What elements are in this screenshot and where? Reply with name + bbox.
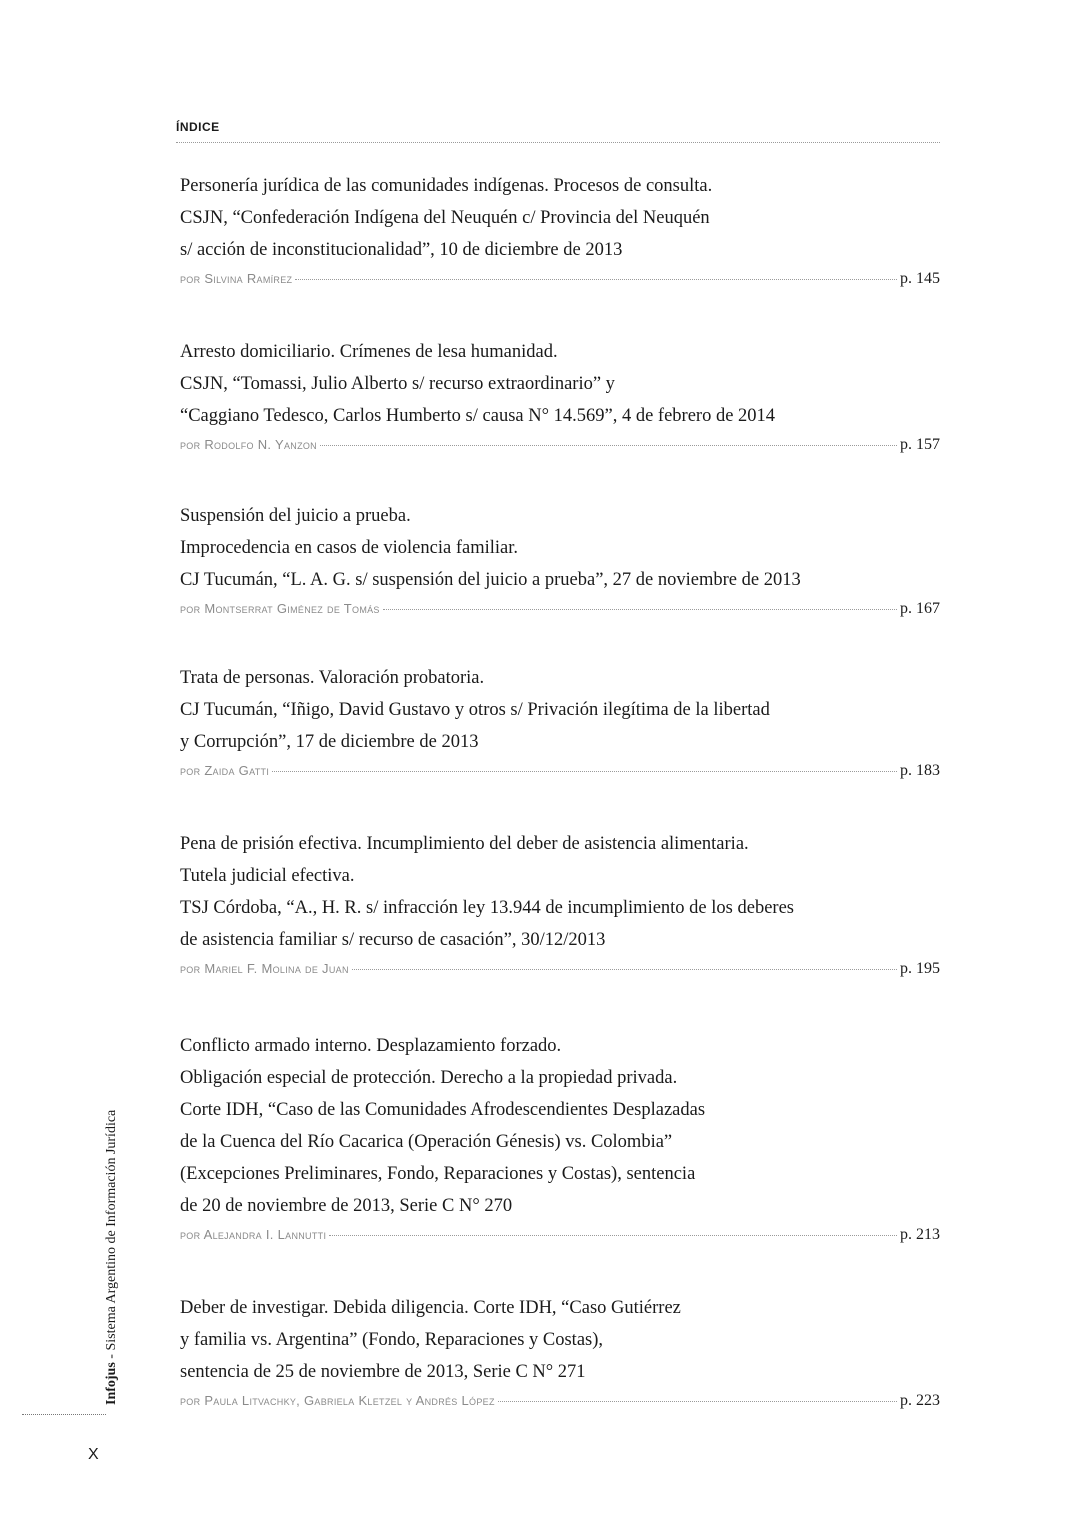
publisher-brand: Infojus (104, 1362, 119, 1405)
toc-entry[interactable] (180, 1292, 940, 1410)
entry-author: por Rodolfo N. Yanzon (180, 437, 317, 452)
publisher-sidebar (104, 1110, 120, 1405)
entry-title-line: (Excepciones Preliminares, Fondo, Reparaciones y Costas), sentencia (180, 1164, 696, 1184)
entry-title-line: Personería jurídica de las comunidades indígenas. Procesos de consulta. (180, 176, 713, 196)
entry-title-line: y familia vs. Argentina” (Fondo, Reparaciones y Costas), (180, 1330, 604, 1350)
author-row (180, 1392, 940, 1410)
entry-title-line: Corte IDH, “Caso de las Comunidades Afrodescendientes Desplazadas (180, 1100, 706, 1120)
entry-page-ref: p. 213 (900, 1226, 940, 1243)
entry-title-line: Tutela judicial efectiva. (180, 866, 355, 886)
dot-leader (329, 1235, 897, 1236)
entry-author: por Mariel F. Molina de Juan (180, 961, 349, 976)
toc-entry[interactable] (180, 662, 940, 780)
toc-entry[interactable] (180, 336, 940, 454)
entry-author: por Zaida Gatti (180, 763, 270, 778)
entry-page-ref: p. 195 (900, 960, 940, 977)
entry-page-ref: p. 223 (900, 1392, 940, 1409)
author-row (180, 960, 940, 978)
dot-leader (320, 445, 897, 446)
author-row (180, 762, 940, 780)
dot-leader (295, 279, 897, 280)
entry-author: por Alejandra I. Lannutti (180, 1227, 327, 1242)
entry-title-line: Suspensión del juicio a prueba. (180, 506, 411, 526)
entry-author: por Montserrat Giménez de Tomás (180, 601, 380, 616)
dot-leader (498, 1401, 897, 1402)
entry-title-line: Conflicto armado interno. Desplazamiento forzado. (180, 1036, 562, 1056)
entry-title-line: de la Cuenca del Río Cacarica (Operación Génesis) vs. Colombia” (180, 1132, 673, 1152)
entry-title-line: Arresto domiciliario. Crímenes de lesa humanidad. (180, 342, 558, 362)
entry-title-line: s/ acción de inconstitucionalidad”, 10 de diciembre de 2013 (180, 240, 623, 260)
author-row (180, 600, 940, 618)
entry-title-line: sentencia de 25 de noviembre de 2013, Serie C N° 271 (180, 1362, 586, 1382)
dot-leader (352, 969, 897, 970)
author-row (180, 436, 940, 454)
entry-title-line: CJ Tucumán, “L. A. G. s/ suspensión del juicio a prueba”, 27 de noviembre de 2013 (180, 570, 801, 590)
toc-entry[interactable] (180, 500, 940, 618)
index-heading: ÍNDICE (176, 120, 220, 134)
entry-title-line: CJ Tucumán, “Iñigo, David Gustavo y otros s/ Privación ilegítima de la libertad (180, 700, 770, 720)
sidebar-separator: - (104, 1350, 119, 1363)
entry-page-ref: p. 145 (900, 270, 940, 287)
entry-title-line: Obligación especial de protección. Derecho a la propiedad privada. (180, 1068, 678, 1088)
entry-title-line: CSJN, “Confederación Indígena del Neuquén c/ Provincia del Neuquén (180, 208, 710, 228)
entry-page-ref: p. 167 (900, 600, 940, 617)
toc-entry[interactable] (180, 170, 940, 288)
entry-page-ref: p. 157 (900, 436, 940, 453)
toc-entry[interactable] (180, 828, 940, 978)
entry-author: por Silvina Ramírez (180, 271, 293, 286)
entry-page-ref: p. 183 (900, 762, 940, 779)
publisher-name: Sistema Argentino de Información Jurídica (104, 1109, 119, 1351)
author-row (180, 1226, 940, 1244)
entry-title-line: TSJ Córdoba, “A., H. R. s/ infracción ley 13.944 de incumplimiento de los deberes (180, 898, 794, 918)
entry-title-line: Pena de prisión efectiva. Incumplimiento del deber de asistencia alimentaria. (180, 834, 749, 854)
page-number: X (88, 1446, 99, 1463)
dot-leader (272, 771, 897, 772)
entry-title-line: CSJN, “Tomassi, Julio Alberto s/ recurso extraordinario” y (180, 374, 615, 394)
entry-title-line: de 20 de noviembre de 2013, Serie C N° 270 (180, 1196, 513, 1216)
sidebar-dotted-rule (22, 1414, 106, 1415)
header-divider (176, 142, 940, 143)
entry-title-line: Trata de personas. Valoración probatoria. (180, 668, 485, 688)
entry-title-line: y Corrupción”, 17 de diciembre de 2013 (180, 732, 479, 752)
entry-title-line: de asistencia familiar s/ recurso de casación”, 30/12/2013 (180, 930, 606, 950)
entry-title-line: “Caggiano Tedesco, Carlos Humberto s/ causa N° 14.569”, 4 de febrero de 2014 (180, 406, 776, 426)
dot-leader (383, 609, 897, 610)
entry-title-line: Improcedencia en casos de violencia familiar. (180, 538, 518, 558)
toc-entry[interactable] (180, 1030, 940, 1244)
entry-author: por Paula Litvachky, Gabriela Kletzel y Andrés López (180, 1393, 495, 1408)
entry-title-line: Deber de investigar. Debida diligencia. Corte IDH, “Caso Gutiérrez (180, 1298, 681, 1318)
author-row (180, 270, 940, 288)
